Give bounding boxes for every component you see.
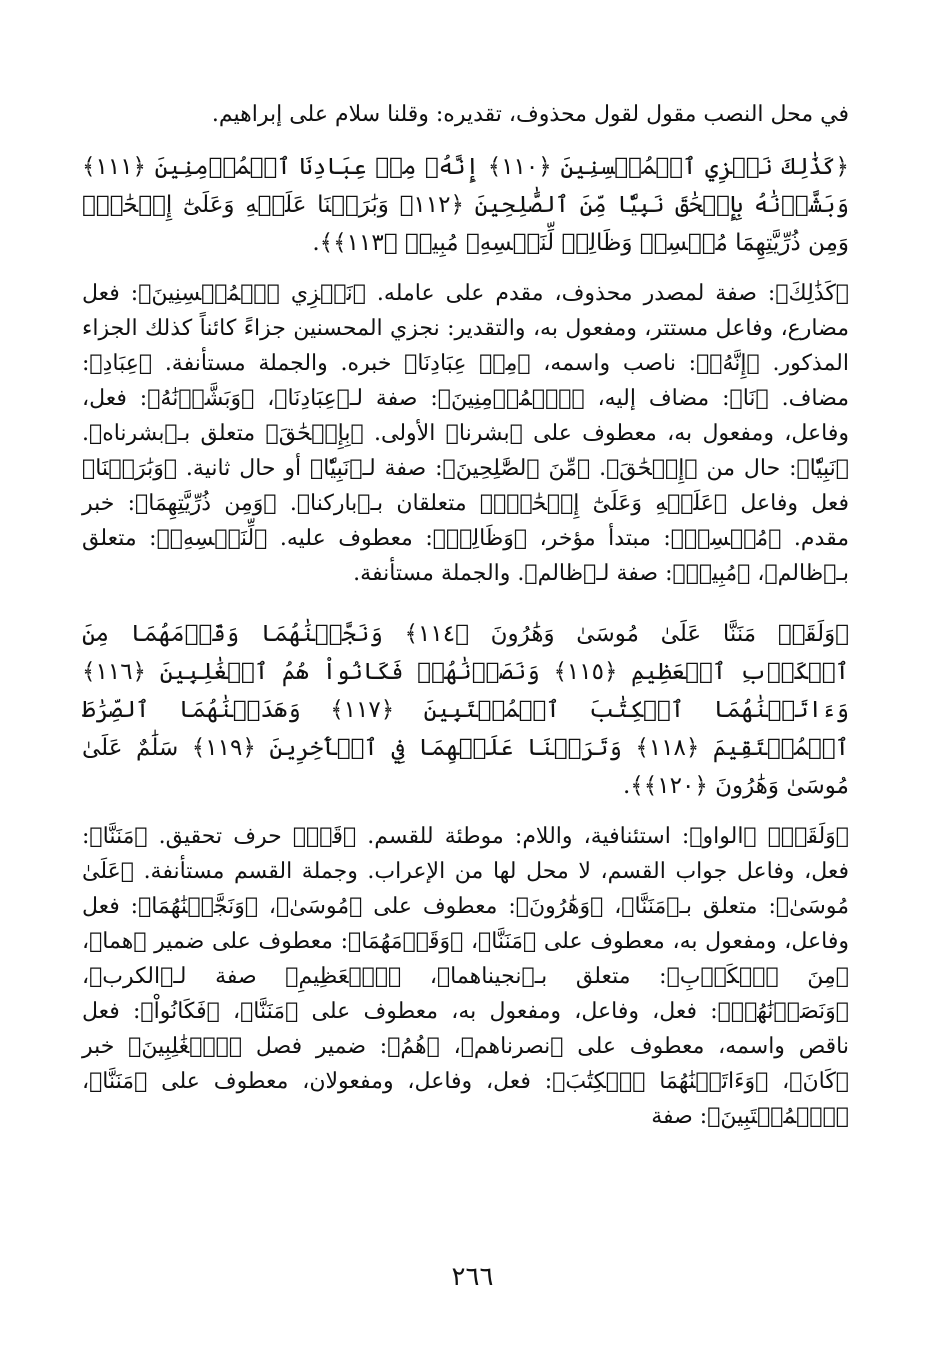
- page-content: [82, 100, 849, 1134]
- quran-verse-block-2: ﴿وَلَقَدۡ مَنَنَّا عَلَىٰ مُوسَىٰ وَهَٰرُونَ ﴿١١٤﴾ وَنَجَّيۡنَٰهُمَا وَقَوۡمَهُمَا مِنَ ٱلۡكَرۡبِ ٱلۡعَظِيمِ ﴿١١٥﴾ وَنَصَرۡنَٰهُمۡ فَكَانُواْ هُمُ ٱلۡغَٰلِبِينَ ﴿١١٦﴾ وَءَاتَيۡنَٰهُمَا ٱلۡكِتَٰبَ ٱلۡمُسۡتَبِينَ ﴿١١٧﴾ وَهَدَيۡنَٰهُمَا ٱلصِّرَٰطَ ٱلۡمُسۡتَقِيمَ ﴿١١٨﴾ وَتَرَكۡنَا عَلَيۡهِمَا فِي ٱلۡأٓخِرِينَ ﴿١١٩﴾ سَلَٰمٌ عَلَىٰ مُوسَىٰ وَهَٰرُونَ ﴿١٢٠﴾﴾.: [82, 621, 849, 799]
- grammar-analysis-2: ﴿وَلَقَدۡ﴾ ﴿الواو﴾: استئنافية، واللام: موطئة للقسم. ﴿قَدۡ﴾ حرف تحقيق. ﴿مَنَنَّا﴾: فعل، وفاعل جواب القسم، لا محل لها من الإعراب. وجملة القسم مستأنفة. ﴿عَلَىٰ مُوسَىٰ﴾: متعلق بـ﴿مَنَنَّا﴾، ﴿وَهَٰرُونَ﴾: معطوف على ﴿مُوسَىٰ﴾، ﴿وَنَجَّيۡنَٰهُمَا﴾: فعل وفاعل، ومفعول به، معطوف على ﴿مَنَنَّا﴾، ﴿وَقَوۡمَهُمَا﴾: معطوف على ضمير ﴿هما﴾، ﴿مِنَ ٱلۡكَرۡبِ﴾: متعلق بـ﴿نجيناهما﴾، ﴿ٱلۡعَظِيمِ﴾ صفة لـ﴿الكرب﴾، ﴿وَنَصَرۡنَٰهُمۡ﴾: فعل، وفاعل، ومفعول به، معطوف على ﴿مَنَنَّا﴾، ﴿فَكَانُواْ﴾: فعل ناقص واسمه، معطوف على ﴿نصرناهم﴾، ﴿هُمُ﴾: ضمير فصل ﴿ٱلۡغَٰلِبِينَ﴾ خبر ﴿كَانَ﴾، ﴿وَءَاتَيۡنَٰهُمَا ٱلۡكِتَٰبَ﴾: فعل، وفاعل، ومفعولان، معطوف على ﴿مَنَنَّا﴾، ﴿ٱلۡمُسۡتَبِينَ﴾: صفة: [82, 824, 849, 1129]
- page-number: ٢٦٦: [451, 1262, 494, 1292]
- grammar-analysis-1: ﴿كَذَٰلِكَ﴾: صفة لمصدر محذوف، مقدم على عامله. ﴿نَجۡزِي ٱلۡمُحۡسِنِينَ﴾: فعل مضارع، وفاعل مستتر، ومفعول به، والتقدير: نجزي المحسنين جزاءً كائناً كذلك الجزاء المذكور. ﴿إِنَّهُۥ﴾: ناصب واسمه، ﴿مِنۡ عِبَادِنَا﴾ خبره. والجملة مستأنفة. ﴿عِبَادِ﴾: مضاف. ﴿نَا﴾: مضاف إليه، ﴿ٱلۡمُؤۡمِنِينَ﴾: صفة لـ﴿عِبَادِنَا﴾، ﴿وَبَشَّرۡنَٰهُ﴾: فعل، وفاعل، ومفعول به، معطوف على ﴿بشرنا﴾ الأولى. ﴿بِإِسۡحَٰقَ﴾ متعلق بـ﴿بشرناه﴾. ﴿نَبِيّٗا﴾: حال من ﴿إِسۡحَٰقَ﴾. ﴿مِّنَ ٱلصَّٰلِحِينَ﴾: صفة لـ﴿نَبِيّٗا﴾ أو حال ثانية. ﴿وَبَٰرَكۡنَا﴾ فعل وفاعل ﴿عَلَيۡهِ وَعَلَىٰٓ إِسۡحَٰقَۚ﴾ متعلقان بـ﴿باركنا﴾. ﴿وَمِن ذُرِّيَّتِهِمَا﴾: خبر مقدم. ﴿مُحۡسِنٞ﴾: مبتدأ مؤخر، ﴿وَظَالِمٞ﴾: معطوف عليه. ﴿لِّنَفۡسِهِۦ﴾: متعلق بـ﴿ظالم﴾، ﴿مُبِينٞ﴾: صفة لـ﴿ظالم﴾. والجملة مستأنفة.: [82, 281, 849, 586]
- intro-line: في محل النصب مقول لقول محذوف، تقديره: وقلنا سلام على إبراهيم.: [211, 102, 849, 127]
- quran-verse-block-1: ﴿كَذَٰلِكَ نَجۡزِي ٱلۡمُحۡسِنِينَ ﴿١١٠﴾ إِنَّهُۥ مِنۡ عِبَادِنَا ٱلۡمُؤۡمِنِينَ ﴿١١١﴾ وَبَشَّرۡنَٰهُ بِإِسۡحَٰقَ نَبِيّٗا مِّنَ ٱلصَّٰلِحِينَ ﴿١١٢﴾ وَبَٰرَكۡنَا عَلَيۡهِ وَعَلَىٰٓ إِسۡحَٰقَۚ وَمِن ذُرِّيَّتِهِمَا مُحۡسِنٞ وَظَالِمٞ لِّنَفۡسِهِۦ مُبِينٞ ﴿١١٣﴾﴾.: [82, 154, 850, 256]
